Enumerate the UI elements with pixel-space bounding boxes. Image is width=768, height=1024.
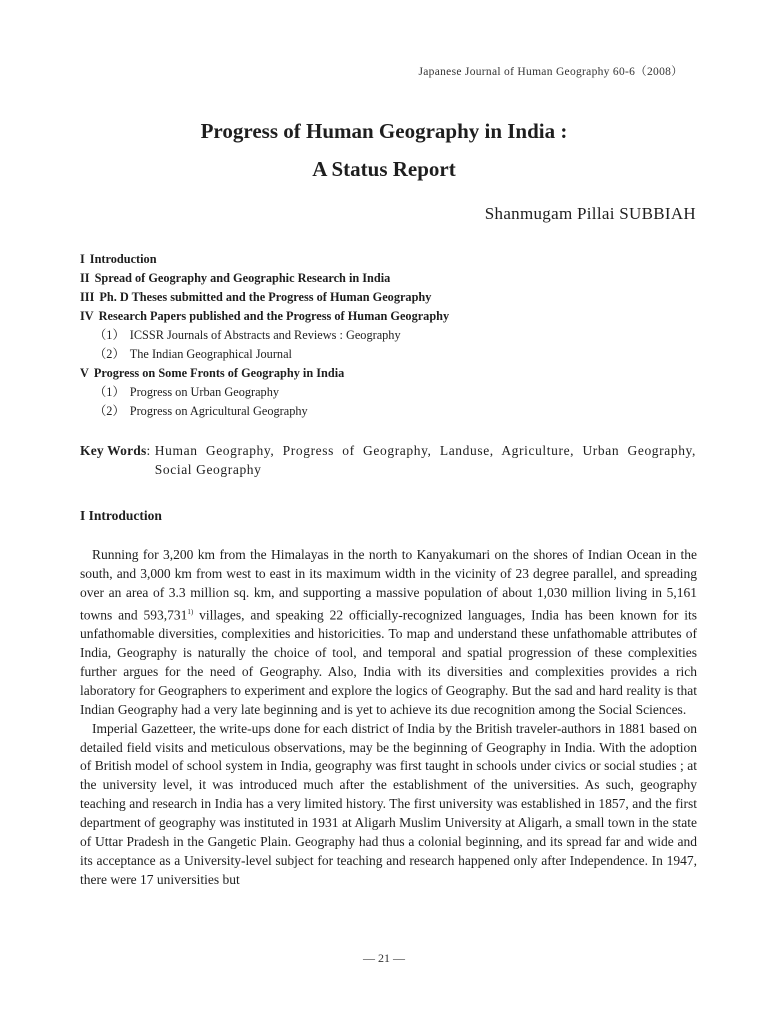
toc-item-label: Research Papers published and the Progress of Human Geography bbox=[98, 309, 450, 323]
toc-item bbox=[80, 326, 700, 345]
toc-item-label: Progress on Some Fronts of Geography in India bbox=[93, 366, 345, 380]
toc-item bbox=[80, 364, 700, 383]
toc-item-number: I bbox=[80, 252, 85, 266]
toc-item bbox=[80, 307, 700, 326]
author-name: Shanmugam Pillai SUBBIAH bbox=[484, 204, 696, 223]
toc-item-number: （2） bbox=[94, 404, 125, 418]
section-heading-introduction: I Introduction bbox=[80, 508, 162, 523]
paragraph-1-text-b: villages, and speaking 22 officially-recognized languages, India has been known for its unfathomable diversities, complexities and historicities. To map and understand these unfathomable attributes of India, Geography is naturally the choice of tool, and temporal and spatial progression of these complexities further argues for the need of Geography. Also, India with its diversities and complexities provides a rich laboratory for Geographers to experiment and explore the logics of Geography. But the sad and hard reality is that Indian Geography had a very late beginning and is yet to achieve its due recognition among the Social Sciences. bbox=[80, 607, 698, 717]
paper-title bbox=[0, 112, 768, 188]
toc-item-number: III bbox=[80, 290, 95, 304]
toc-item bbox=[80, 383, 700, 402]
keywords-block bbox=[80, 441, 696, 479]
toc-item-label: Spread of Geography and Geographic Research in India bbox=[94, 271, 391, 285]
toc-item bbox=[80, 269, 700, 288]
toc-item-label: The Indian Geographical Journal bbox=[129, 347, 292, 361]
keywords-separator: : bbox=[146, 443, 151, 458]
paragraph-1-text-a: Running for 3,200 km from the Himalayas in the north to Kanyakumari on the shores of Indian Ocean in the south, and 3,000 km from west to east in its maximum width in the vicinity of 23 degree parallel, and spreading over an area of 3.3 million sq. km, and supporting a massive population of about 1,030 million living in 5,161 towns and 593,731 bbox=[80, 547, 697, 623]
toc-item-label: ICSSR Journals of Abstracts and Reviews : Geography bbox=[129, 328, 401, 342]
page-number: — 21 — bbox=[363, 951, 405, 965]
toc-item-label: Progress on Urban Geography bbox=[129, 385, 279, 399]
keywords-text: Human Geography, Progress of Geography, Landuse, Agriculture, Urban Geography, Social Geography bbox=[154, 443, 696, 477]
body-text bbox=[80, 546, 697, 890]
toc-item-number: IV bbox=[80, 309, 94, 323]
title-line-1: Progress of Human Geography in India : bbox=[200, 119, 568, 143]
toc-item-number: （1） bbox=[94, 385, 125, 399]
toc-item bbox=[80, 402, 700, 421]
toc-item-number: II bbox=[80, 271, 90, 285]
toc-item-label: Ph. D Theses submitted and the Progress of Human Geography bbox=[99, 290, 432, 304]
toc-item bbox=[80, 288, 700, 307]
toc-item bbox=[80, 250, 700, 269]
toc-item-label: Progress on Agricultural Geography bbox=[129, 404, 308, 418]
journal-reference: Japanese Journal of Human Geography 60-6（2008） bbox=[418, 66, 683, 78]
keywords-label: Key Words bbox=[80, 443, 147, 458]
toc-item-number: （2） bbox=[94, 347, 125, 361]
toc-item-number: （1） bbox=[94, 328, 125, 342]
toc-item-label: Introduction bbox=[89, 252, 157, 266]
footnote-marker: 1) bbox=[187, 607, 194, 616]
title-line-2: A Status Report bbox=[312, 157, 456, 181]
toc-item-number: V bbox=[80, 366, 89, 380]
toc-item bbox=[80, 345, 700, 364]
paragraph-1 bbox=[80, 546, 697, 720]
paragraph-2: Imperial Gazetteer, the write-ups done for each district of India by the British traveler-authors in 1881 based on detailed field visits and meticulous observations, may be the beginning of Geography in India. With the adoption of British model of school system in India, geography was first taught in schools under civics or social studies ; at the university level, it was introduced much after the establishment of the universities. As such, geography teaching and research in India has a very limited history. The first university was established in 1857, and the first department of geography was instituted in 1931 at Aligarh Muslim University at Aligarh, a small town in the state of Uttar Pradesh in the Gangetic Plain. Geography had thus a colonial beginning, and its spread far and wide and its acceptance as a University-level subject for teaching and research happened only after Independence. In 1947, there were 17 universities but bbox=[80, 720, 697, 887]
table-of-contents bbox=[80, 250, 700, 421]
